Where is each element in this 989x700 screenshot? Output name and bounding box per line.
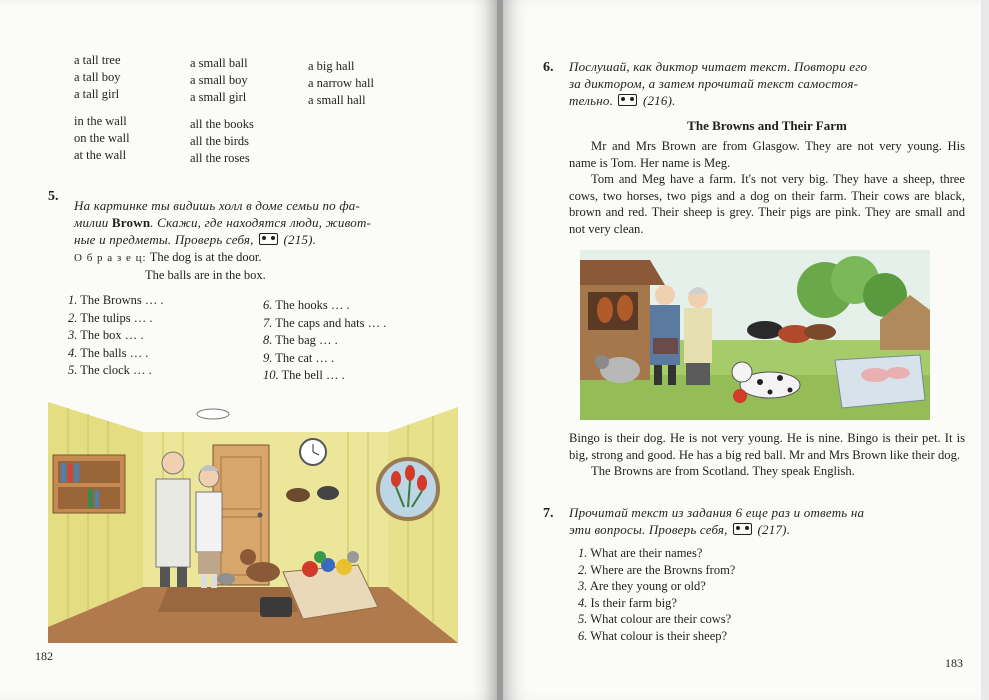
instruction-line: На картинке ты видишь холл в доме семьи по фа- [74, 198, 360, 213]
question-item: 2. Where are the Browns from? [578, 562, 736, 577]
audio-cassette-icon [733, 523, 752, 535]
phrase: in the wall [74, 114, 127, 128]
list-item: 9. The cat … . [263, 350, 335, 365]
list-item: 10. The bell … . [263, 368, 345, 382]
right-page [503, 0, 981, 700]
audio-cassette-icon [618, 94, 637, 106]
phrase: a big hall [308, 59, 355, 73]
track-number: (215). [283, 232, 317, 247]
list-item: 8. The bag … . [263, 333, 338, 347]
exercise-5-number: 5. [48, 189, 59, 204]
instruction-line: эти вопросы. Проверь себя, (217). [569, 522, 791, 537]
sample-label: О б р а з е ц: [74, 252, 147, 264]
instruction-line: милии Brown. Скажи, где находятся люди, живот- [74, 215, 372, 230]
phrase: on the wall [74, 131, 130, 145]
phrase: all the birds [190, 134, 250, 148]
question-item: 5. What colour are their cows? [578, 612, 732, 626]
exercise-6-instruction [569, 58, 867, 109]
phrase: all the roses [190, 151, 250, 165]
sample-sentence: The balls are in the box. [145, 268, 266, 282]
list-item: 2. The tulips … . [68, 310, 153, 325]
phrase: a small ball [190, 56, 248, 70]
phrase: a tall girl [74, 87, 120, 101]
paragraph: Mr and Mrs Brown are from Glasgow. They are not very young. His name is Tom. Her name is Meg. [569, 139, 965, 170]
instruction-line: Прочитай текст из задания 6 еще раз и ответь на [569, 505, 865, 520]
question-item: 3. Are they young or old? [578, 579, 706, 593]
instruction-line: Послушай, как диктор читает текст. Повтори его [569, 59, 868, 74]
text-title: The Browns and Their Farm [687, 118, 847, 133]
question-item: 6. What colour is their sheep? [578, 628, 728, 643]
exercise-5-list-left [68, 292, 164, 380]
phrase-column-3 [308, 58, 374, 109]
audio-cassette-icon [259, 233, 278, 245]
exercise-6-number: 6. [543, 60, 554, 75]
exercise-5-instruction [74, 197, 371, 248]
instruction-line: за диктором, а затем прочитай текст самостоя- [569, 76, 859, 91]
phrase: a small boy [190, 73, 248, 87]
question-item: 4. Is their farm big? [578, 595, 677, 610]
exercise-7-questions [578, 545, 735, 644]
exercise-7-number: 7. [543, 506, 554, 521]
sample-block [74, 250, 262, 265]
phrase: a small hall [308, 93, 366, 107]
paragraph: Tom and Meg have a farm. It's not very big. They have a sheep, three cows, two horses, two pigs and a dog on their farm. Their cows are black, brown and red. Their sheep is grey. Their pigs are pink. They are small and not very clean. [569, 172, 965, 236]
paragraph: The Browns are from Scotland. They speak English. [591, 464, 855, 478]
question-item: 1. What are their names? [578, 546, 703, 560]
list-item: 1. The Browns … . [68, 293, 164, 307]
instruction-line: ные и предметы. Проверь себя, (215). [74, 232, 317, 247]
reading-text-top [569, 138, 965, 237]
paragraph: Bingo is their dog. He is not very young. He is nine. Bingo is their pet. It is big, strong and good. He has a big red ball. Mr and Mrs Brown like their dog. [569, 431, 965, 462]
list-item: 7. The caps and hats … . [263, 315, 387, 330]
phrase: a tall boy [74, 70, 121, 84]
phrase-column-1 [74, 52, 130, 164]
list-item: 6. The hooks … . [263, 298, 350, 312]
farm-illustration [580, 250, 930, 420]
list-item: 3. The box … . [68, 328, 144, 342]
page-edge [981, 0, 989, 700]
phrase: a small girl [190, 90, 247, 104]
phrase: all the books [190, 117, 254, 131]
track-number: (216). [642, 93, 676, 108]
phrase-column-2 [190, 55, 254, 167]
exercise-7-instruction [569, 504, 864, 538]
phrase: a tall tree [74, 53, 121, 67]
page-number: 183 [945, 656, 963, 670]
list-item: 4. The balls … . [68, 345, 149, 360]
list-item: 5. The clock … . [68, 363, 152, 377]
exercise-5-list-right [263, 297, 386, 385]
sample-sentence: The dog is at the door. [149, 250, 262, 264]
reading-text-bottom [569, 430, 965, 480]
phrase: a narrow hall [308, 76, 374, 90]
track-number: (217). [757, 522, 791, 537]
instruction-line: тельно. (216). [569, 93, 676, 108]
hall-illustration [48, 397, 458, 643]
phrase: at the wall [74, 148, 127, 162]
page-number: 182 [35, 649, 53, 663]
